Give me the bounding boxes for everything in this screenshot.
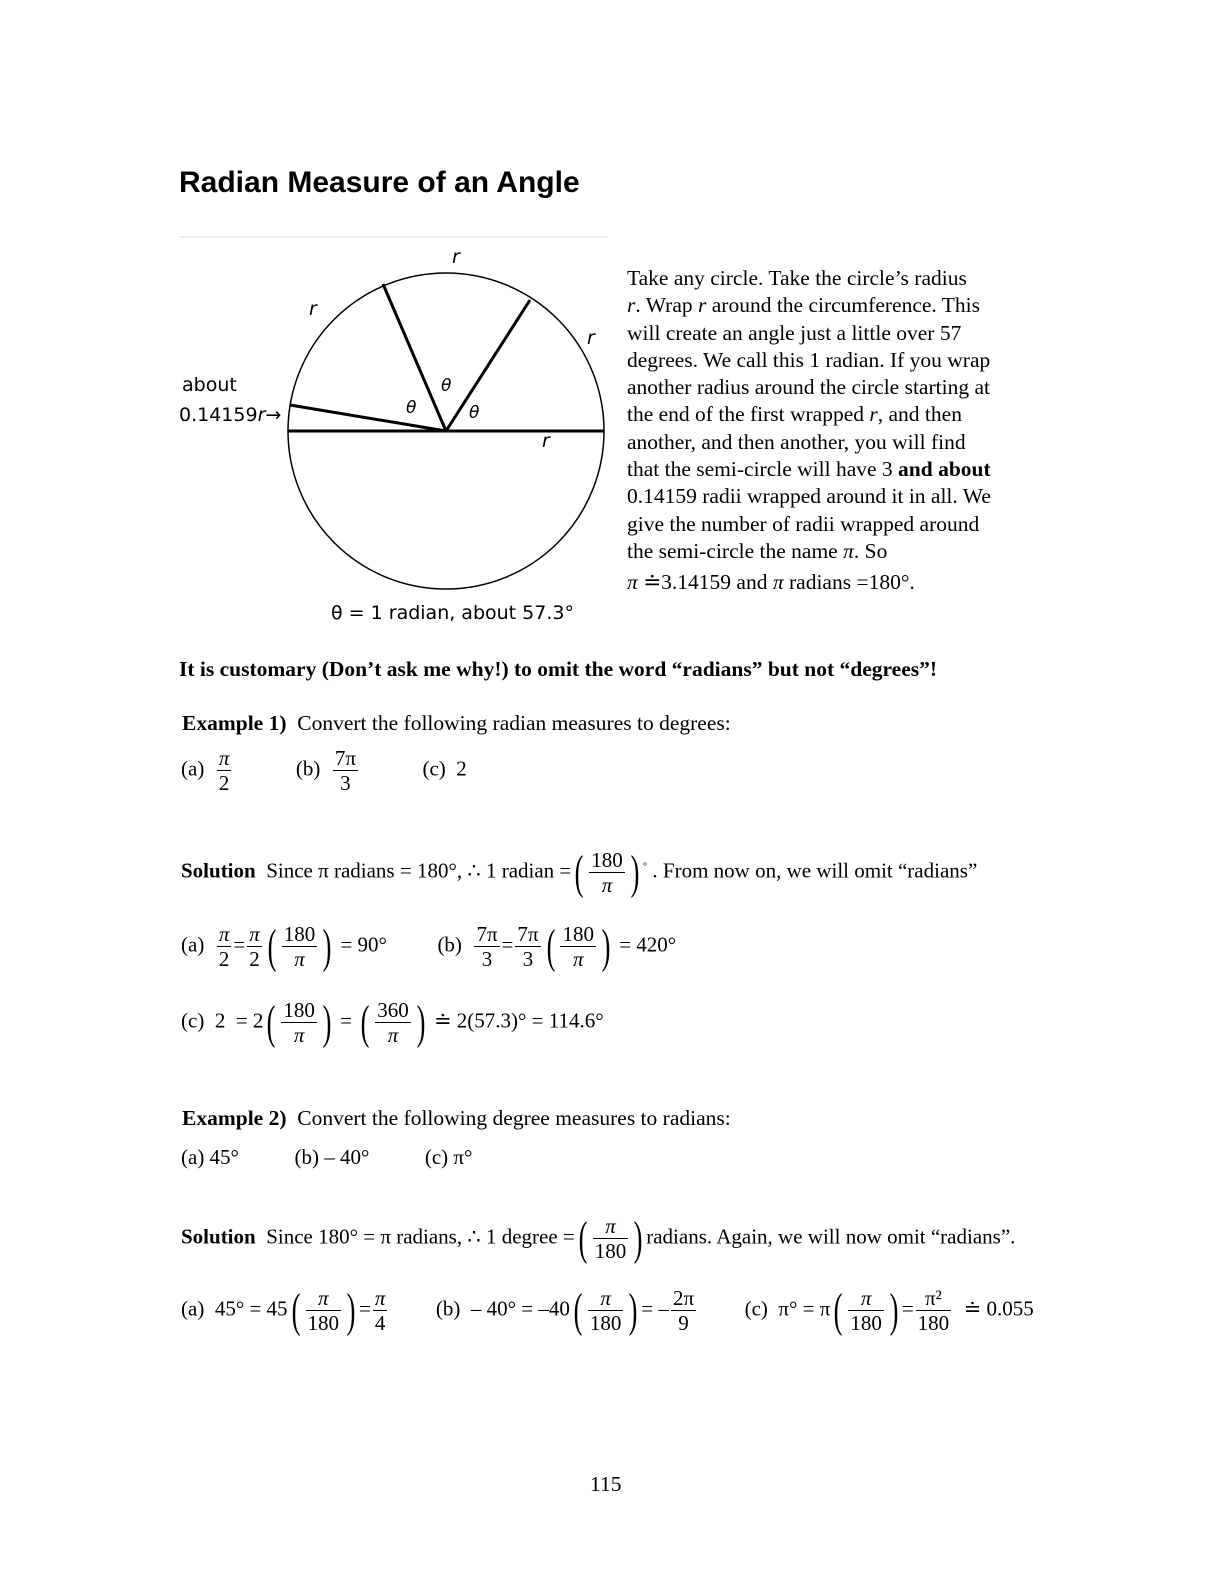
para-line: another, and then another, you will find — [627, 429, 966, 454]
para-line: give the number of radii wrapped around — [627, 511, 980, 536]
para-line: that the semi-circle will have 3 and about — [627, 457, 991, 482]
theta-label-3: θ — [469, 403, 480, 423]
label-remainder: 0.14159 — [179, 404, 258, 426]
example-2-label: Example 2) — [182, 1106, 287, 1130]
para-line: the end of the first wrapped r, and then — [627, 402, 962, 427]
para-line: the semi-circle the name π. So — [627, 538, 888, 563]
arrow-right-icon: → — [265, 404, 282, 426]
example-1-items: (a) $\frac{\pi}{2}$ (b) $\frac{7\pi}{3}$ (c) 2 — [181, 746, 467, 796]
radius-line-3 — [290, 405, 446, 431]
theta-label-1: θ — [441, 376, 452, 396]
solution-1-c: (c) 2 = 2( $\frac{180}{\pi}$ ) = ( $\frac{360}{\pi}$ ) ≐ 2(57.3)° = 114.6° — [181, 995, 604, 1049]
example-2-heading — [182, 1106, 731, 1131]
solution-2-label: Solution — [181, 1224, 256, 1249]
solution-2-results: (a) 45° = 45( $\frac{\pi}{180}$ ) = $\frac{\pi}{4}$ (b) – 40° = –40( $\frac{\pi}{180}$ ) = – $\frac{2\pi}{9}$ (c) π° = π( $\frac{\pi}{180}$ ) = $\frac{\text{π²}}{180}$ ≐ 0.055 — [181, 1283, 1034, 1337]
para-line: degrees. We call this 1 radian. If you wrap — [627, 347, 991, 372]
label-r-left: r — [309, 298, 317, 320]
example-1-text: Convert the following radian measures to degrees: — [297, 711, 731, 735]
label-remainder-group — [179, 404, 281, 426]
para-line: π ≐3.14159 and π radians =180°. — [627, 570, 915, 595]
label-r-radius: r — [542, 430, 550, 452]
solution-1-a: (a) $\frac{\pi}{2}$ = $\frac{\pi}{2}$ ( $\frac{180}{\pi}$ ) = 90° (b) $\frac{7\pi}{3}$ = $\frac{7\pi}{3}$ ( $\frac{180}{\pi}$ ) = 420° — [181, 919, 677, 973]
para-line: Take any circle. Take the circle’s radius — [627, 266, 967, 290]
radius-line-2 — [446, 300, 530, 431]
para-line: another radius around the circle starting at — [627, 375, 990, 400]
solution-1-intro: Solution Since π radians = 180°, ∴ 1 radian =( $\frac{180}{\pi}$ ) ° . From now on, we will omit “radians” — [181, 845, 978, 899]
example-1-heading — [182, 711, 731, 736]
para-line: will create an angle just a little over 57 — [627, 320, 962, 345]
example-2-items: (a) 45° (b) – 40° (c) π° — [181, 1145, 473, 1169]
para-line: 0.14159 radii wrapped around it in all. We — [627, 484, 991, 509]
label-about: about — [182, 374, 237, 396]
customary-note: It is customary (Don’t ask me why!) to omit the word “radians” but not “degrees”! — [179, 657, 938, 681]
figure-caption: θ = 1 radian, about 57.3° — [331, 602, 574, 624]
page-title: Radian Measure of an Angle — [179, 166, 580, 199]
label-remainder-r: r — [257, 404, 266, 426]
explanation-paragraph — [627, 265, 1047, 597]
label-r-top: r — [452, 246, 460, 268]
solution-2-intro: Solution Since 180° = π radians, ∴ 1 degree =( $\frac{\pi}{180}$ ) radians. Again, we will now omit “radians”. — [181, 1211, 1016, 1265]
example-1-label: Example 1) — [182, 711, 287, 735]
theta-label-2: θ — [406, 398, 417, 418]
para-line: r. Wrap r around the circumference. This — [627, 293, 980, 318]
solution-1-label: Solution — [181, 858, 256, 883]
page-number: 115 — [590, 1472, 622, 1496]
example-2-text: Convert the following degree measures to radians: — [297, 1106, 731, 1130]
label-r-right: r — [587, 327, 595, 349]
